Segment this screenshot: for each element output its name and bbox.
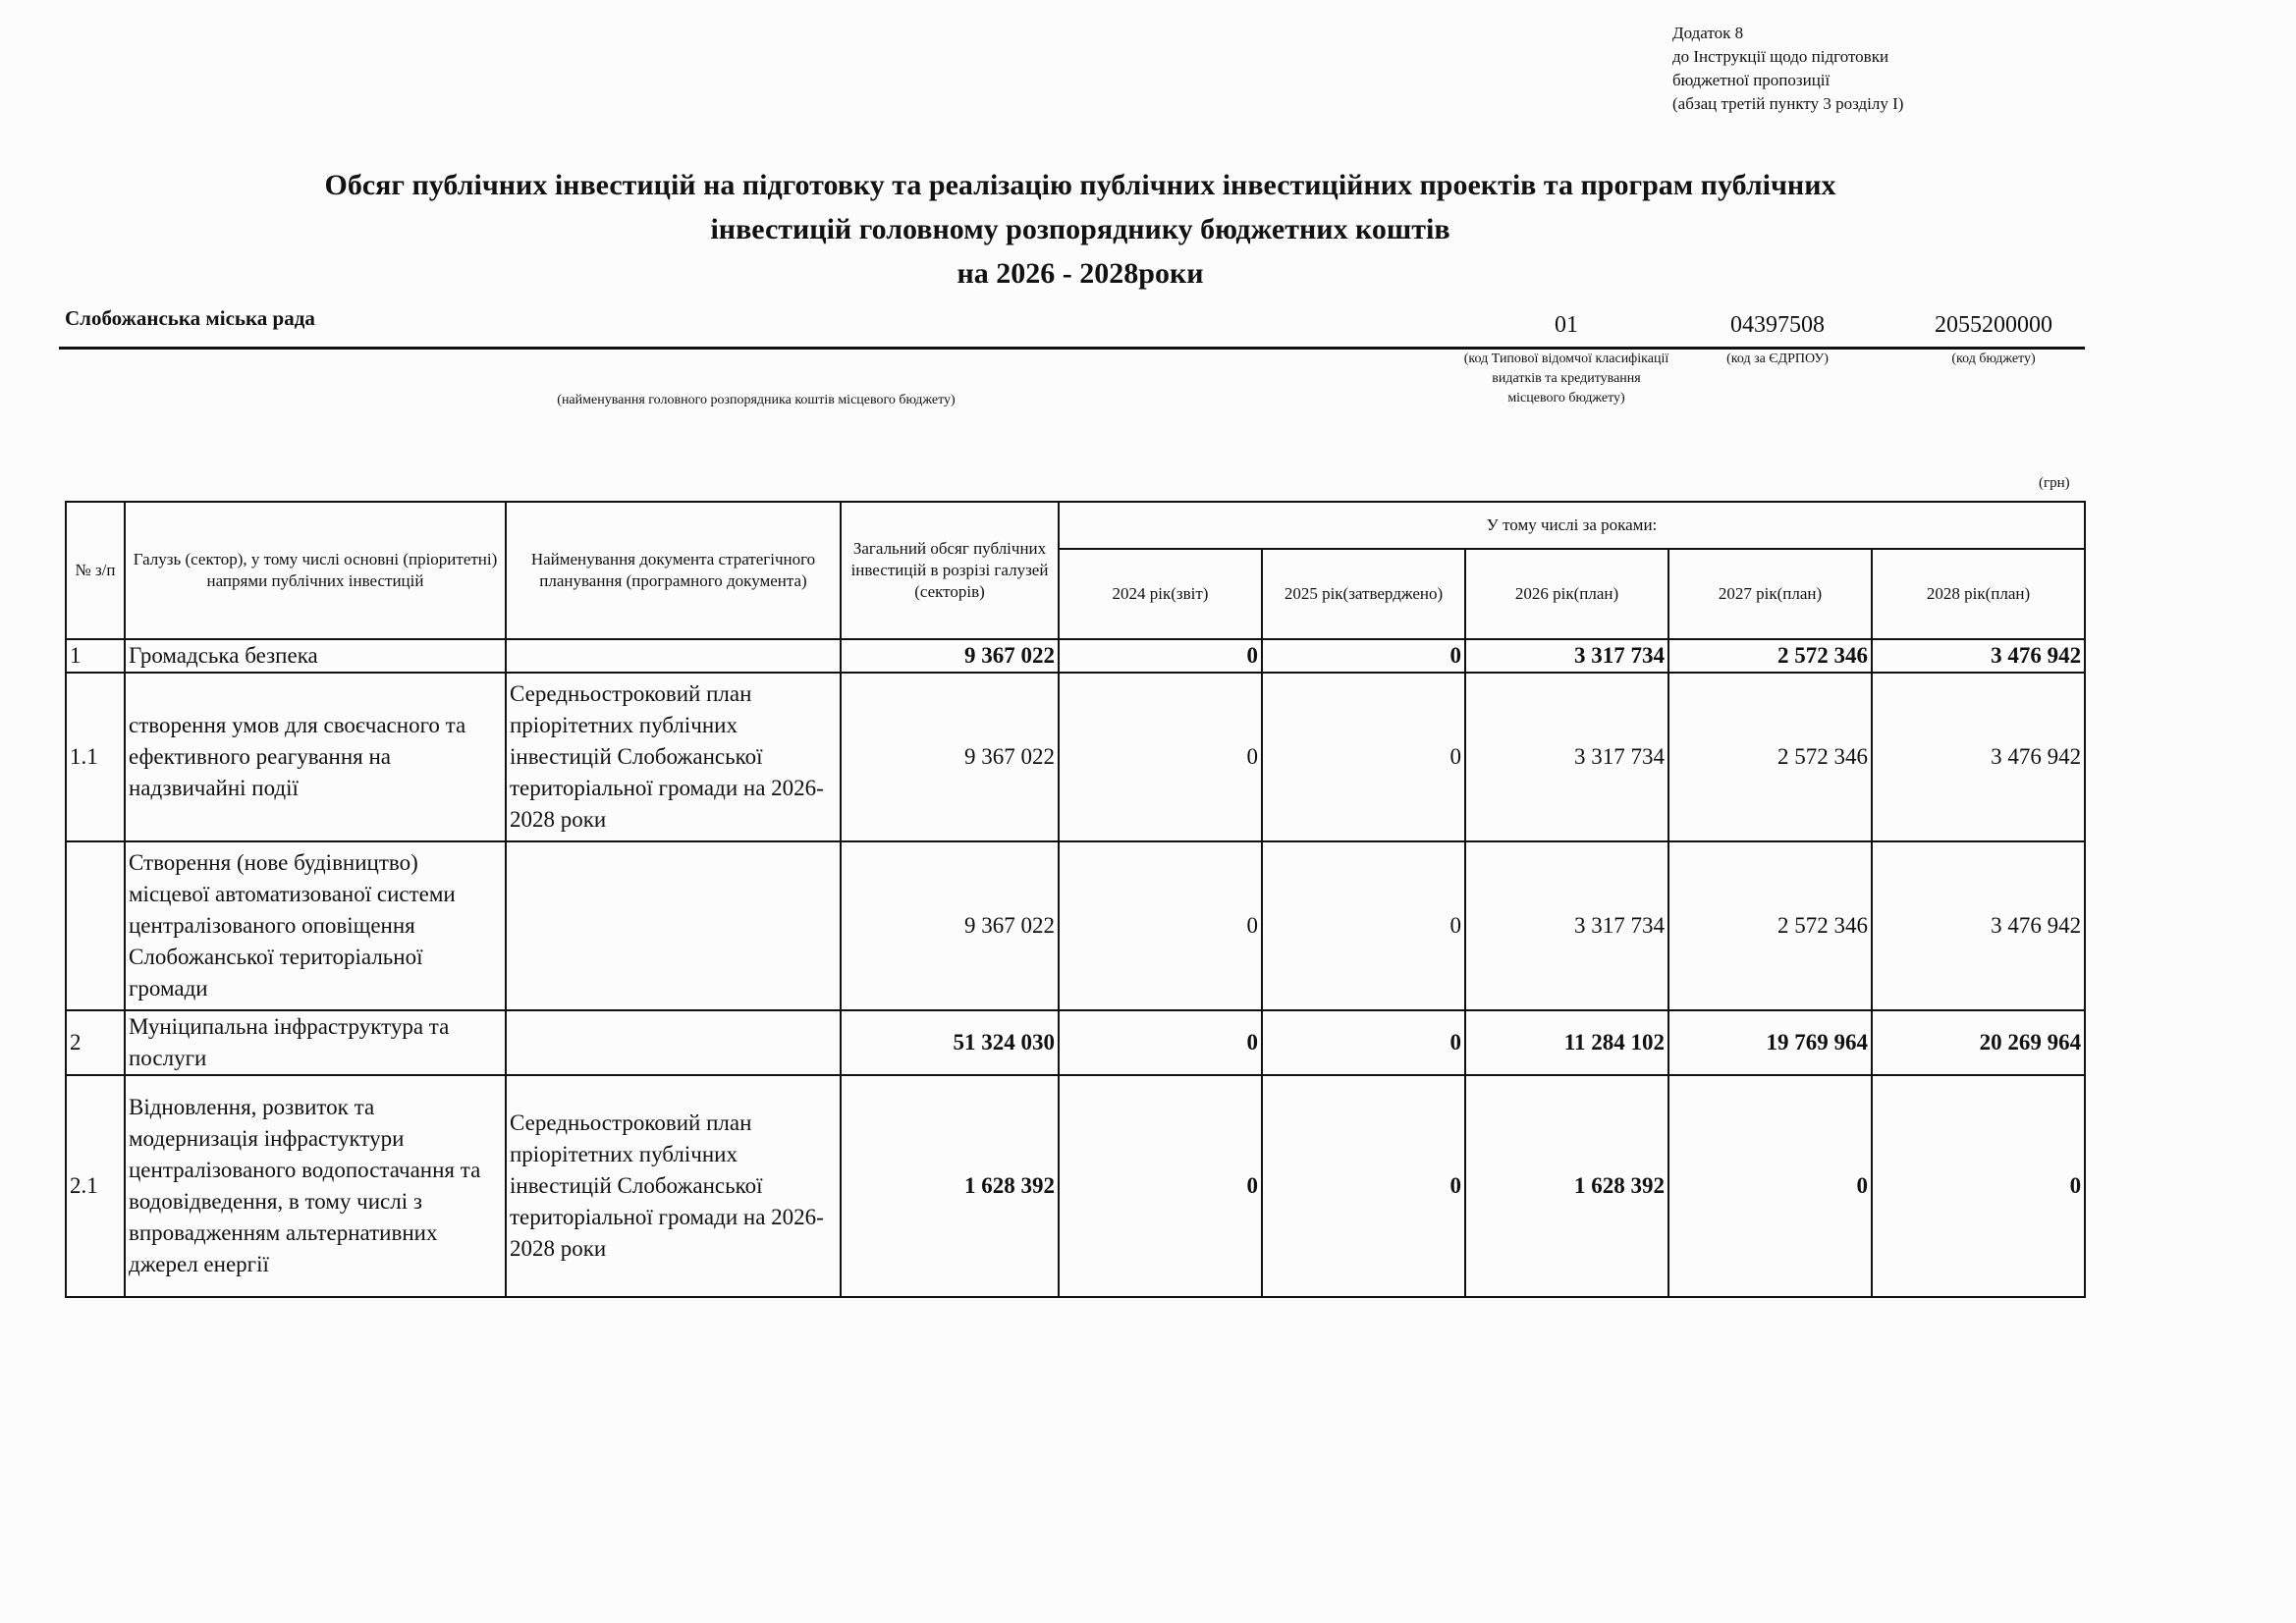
table-row bbox=[66, 673, 2085, 841]
code-edrpou: 04397508 bbox=[1730, 312, 1825, 338]
row-2024: 0 bbox=[1059, 673, 1262, 841]
header-2028: 2028 рік(план) bbox=[1872, 549, 2085, 639]
header-2025: 2025 рік(затверджено) bbox=[1262, 549, 1465, 639]
row-2027: 2 572 346 bbox=[1668, 841, 1872, 1010]
row-2027: 0 bbox=[1668, 1075, 1872, 1297]
row-num bbox=[66, 841, 125, 1010]
header-total: Загальний обсяг публічних інвестицій в розрізі галузей (секторів) bbox=[841, 502, 1059, 639]
row-2024: 0 bbox=[1059, 1010, 1262, 1075]
header-by-years: У тому числі за роками: bbox=[1059, 502, 2085, 549]
title-line-3: на 2026 - 2028роки bbox=[957, 257, 1204, 290]
row-2025: 0 bbox=[1262, 639, 1465, 673]
row-document bbox=[506, 1010, 841, 1075]
row-document bbox=[506, 841, 841, 1010]
row-2025: 0 bbox=[1262, 841, 1465, 1010]
row-2026: 3 317 734 bbox=[1465, 673, 1668, 841]
appendix-line-4: (абзац третій пункту 3 розділу І) bbox=[1672, 94, 1904, 113]
code-typical: 01 bbox=[1555, 312, 1578, 338]
row-document bbox=[506, 639, 841, 673]
row-sector: Муніципальна інфраструктура та послуги bbox=[125, 1010, 506, 1075]
row-2025: 0 bbox=[1262, 673, 1465, 841]
table-row bbox=[66, 639, 2085, 673]
code-typical-caption: (код Типової відомчої класифікації видатків та кредитування місцевого бюджету) bbox=[1463, 352, 1669, 406]
row-2028: 0 bbox=[1872, 1075, 2085, 1297]
row-total: 9 367 022 bbox=[841, 639, 1059, 673]
row-total: 1 628 392 bbox=[841, 1075, 1059, 1297]
header-num: № з/п bbox=[66, 502, 125, 639]
row-num: 2 bbox=[66, 1010, 125, 1075]
header-2026: 2026 рік(план) bbox=[1465, 549, 1668, 639]
row-total: 9 367 022 bbox=[841, 673, 1059, 841]
table-row bbox=[66, 841, 2085, 1010]
row-num: 1.1 bbox=[66, 673, 125, 841]
row-total: 51 324 030 bbox=[841, 1010, 1059, 1075]
appendix-line-2: до Інструкції щодо підготовки bbox=[1672, 47, 1889, 66]
table-row bbox=[66, 1010, 2085, 1075]
appendix-line-1: Додаток 8 bbox=[1672, 24, 1744, 42]
row-2025: 0 bbox=[1262, 1075, 1465, 1297]
row-2028: 3 476 942 bbox=[1872, 673, 2085, 841]
row-2026: 3 317 734 bbox=[1465, 639, 1668, 673]
title-line-1: Обсяг публічних інвестицій на підготовку та реалізацію публічних інвестиційних проектів та програм публічних bbox=[324, 169, 1836, 201]
header-2024: 2024 рік(звіт) bbox=[1059, 549, 1262, 639]
table-row bbox=[66, 1075, 2085, 1297]
row-2025: 0 bbox=[1262, 1010, 1465, 1075]
row-2024: 0 bbox=[1059, 1075, 1262, 1297]
header-2027: 2027 рік(план) bbox=[1668, 549, 1872, 639]
row-2028: 20 269 964 bbox=[1872, 1010, 2085, 1075]
row-2024: 0 bbox=[1059, 841, 1262, 1010]
row-total: 9 367 022 bbox=[841, 841, 1059, 1010]
title-line-2: інвестицій головному розпоряднику бюджетних коштів bbox=[710, 213, 1450, 245]
row-2026: 11 284 102 bbox=[1465, 1010, 1668, 1075]
header-sector: Галузь (сектор), у тому числі основні (пріоритетні) напрями публічних інвестицій bbox=[125, 502, 506, 639]
investment-table bbox=[65, 501, 2086, 1298]
code-budget-caption: (код бюджету) bbox=[1951, 352, 2036, 366]
unit-label: (грн) bbox=[2039, 475, 2070, 491]
row-num: 2.1 bbox=[66, 1075, 125, 1297]
row-2027: 19 769 964 bbox=[1668, 1010, 1872, 1075]
row-sector: Громадська безпека bbox=[125, 639, 506, 673]
header-document: Найменування документа стратегічного планування (програмного документа) bbox=[506, 502, 841, 639]
code-budget: 2055200000 bbox=[1935, 312, 2052, 338]
org-caption: (найменування головного розпорядника коштів місцевого бюджету) bbox=[557, 393, 956, 407]
row-sector: Відновлення, розвиток та модернизація інфрастуктури централізованого водопостачання та водовідведення, в тому числі з впровадженням альтернативних джерел енергії bbox=[125, 1075, 506, 1297]
appendix-note bbox=[1672, 22, 1903, 116]
row-document: Середньостроковий план пріорітетних публічних інвестицій Слобожанської територіальної громади на 2026-2028 роки bbox=[506, 673, 841, 841]
row-2026: 1 628 392 bbox=[1465, 1075, 1668, 1297]
code-edrpou-caption: (код за ЄДРПОУ) bbox=[1726, 352, 1829, 366]
row-2024: 0 bbox=[1059, 639, 1262, 673]
document-title bbox=[0, 163, 2160, 296]
row-2028: 3 476 942 bbox=[1872, 841, 2085, 1010]
org-name: Слобожанська міська рада bbox=[65, 306, 315, 330]
row-2027: 2 572 346 bbox=[1668, 673, 1872, 841]
row-num: 1 bbox=[66, 639, 125, 673]
row-document: Середньостроковий план пріорітетних публічних інвестицій Слобожанської територіальної громади на 2026-2028 роки bbox=[506, 1075, 841, 1297]
appendix-line-3: бюджетної пропозиції bbox=[1672, 71, 1831, 89]
row-2027: 2 572 346 bbox=[1668, 639, 1872, 673]
row-2026: 3 317 734 bbox=[1465, 841, 1668, 1010]
row-2028: 3 476 942 bbox=[1872, 639, 2085, 673]
row-sector: Створення (нове будівництво) місцевої автоматизованої системи централізованого оповіщення Слобожанської територіальної громади bbox=[125, 841, 506, 1010]
row-sector: створення умов для своєчасного та ефективного реагування на надзвичайні події bbox=[125, 673, 506, 841]
